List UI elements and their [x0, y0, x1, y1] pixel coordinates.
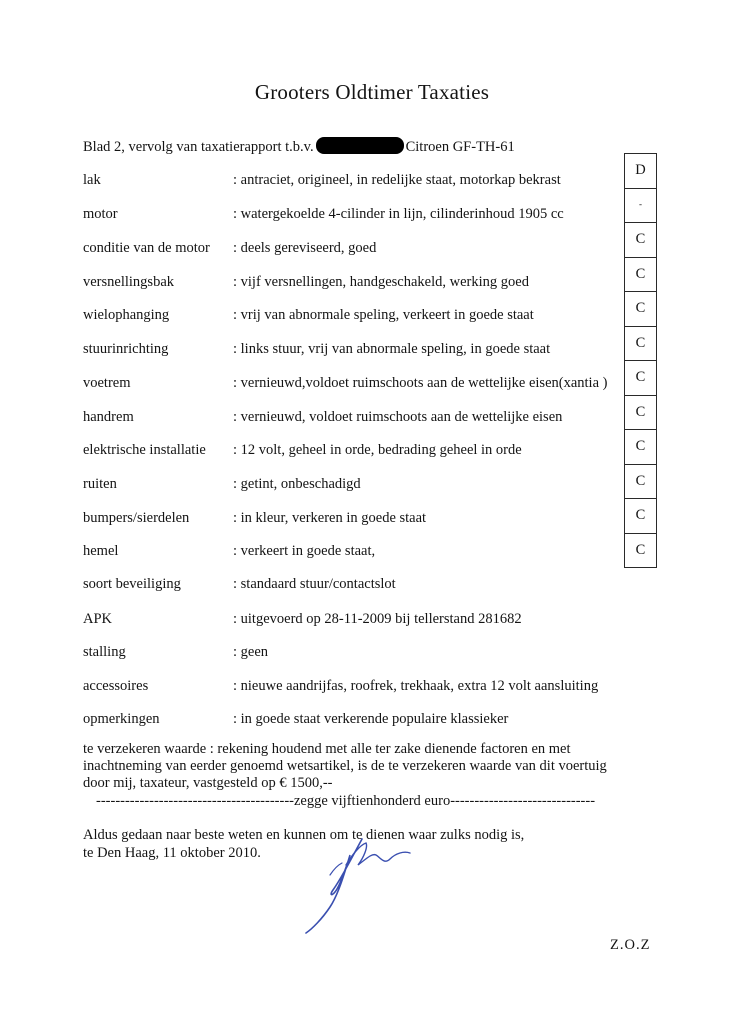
- grade-cell: C: [625, 292, 656, 327]
- inspection-label: hemel: [83, 543, 119, 559]
- inspection-value: : watergekoelde 4-cilinder in lijn, cilinderinhoud 1905 cc: [233, 206, 564, 222]
- grade-cell: C: [625, 499, 656, 534]
- inspection-label: versnellingsbak: [83, 274, 175, 290]
- redaction-block: [316, 137, 404, 154]
- grade-cell: C: [625, 430, 656, 465]
- subtitle-prefix: Blad 2, vervolg van taxatierapport t.b.v.: [83, 139, 314, 155]
- grade-cell: C: [625, 396, 656, 431]
- closing-line-2: te Den Haag, 11 oktober 2010.: [83, 845, 261, 861]
- inspection-label: motor: [83, 206, 118, 222]
- inspection-value: : vrij van abnormale speling, verkeert in goede staat: [233, 307, 534, 323]
- grade-cell: C: [625, 465, 656, 500]
- grade-cell: C: [625, 223, 656, 258]
- inspection-value: : 12 volt, geheel in orde, bedrading geheel in orde: [233, 442, 522, 458]
- inspection-label: APK: [83, 611, 113, 627]
- inspection-value: : vernieuwd, voldoet ruimschoots aan de wettelijke eisen: [233, 409, 563, 425]
- subtitle-suffix: Citroen GF-TH-61: [405, 139, 515, 155]
- inspection-value: : deels gereviseerd, goed: [233, 240, 377, 256]
- grade-cell: -: [625, 189, 656, 224]
- signature-icon: [300, 835, 440, 935]
- grade-cell: C: [625, 534, 656, 569]
- page-turn-note: Z.O.Z: [610, 937, 651, 953]
- grade-cell: C: [625, 258, 656, 293]
- inspection-value: : geen: [233, 644, 269, 660]
- inspection-value: : nieuwe aandrijfas, roofrek, trekhaak, extra 12 volt aansluiting: [233, 678, 599, 694]
- inspection-label: wielophanging: [83, 307, 170, 323]
- inspection-value: : uitgevoerd op 28-11-2009 bij tellerstand 281682: [233, 611, 522, 627]
- inspection-value: : in goede staat verkerende populaire klassieker: [233, 711, 509, 727]
- inspection-label: handrem: [83, 409, 134, 425]
- report-subtitle: [83, 137, 515, 156]
- inspection-label: bumpers/sierdelen: [83, 510, 190, 526]
- grade-cell: C: [625, 327, 656, 362]
- inspection-label: soort beveiliging: [83, 576, 181, 592]
- closing-line-1: Aldus gedaan naar beste weten en kunnen om te dienen waar zulks nodig is,: [83, 827, 525, 843]
- inspection-label: accessoires: [83, 678, 149, 694]
- grade-cell: C: [625, 361, 656, 396]
- inspection-value: : in kleur, verkeren in goede staat: [233, 510, 427, 526]
- inspection-value: : standaard stuur/contactslot: [233, 576, 396, 592]
- inspection-value: : vernieuwd,voldoet ruimschoots aan de wettelijke eisen(xantia ): [233, 375, 608, 391]
- inspection-label: lak: [83, 172, 101, 188]
- inspection-value: : getint, onbeschadigd: [233, 476, 361, 492]
- inspection-label: stuurinrichting: [83, 341, 169, 357]
- page-title: Grooters Oldtimer Taxaties: [254, 80, 490, 104]
- inspection-label: stalling: [83, 644, 126, 660]
- inspection-label: voetrem: [83, 375, 131, 391]
- inspection-value: : antraciet, origineel, in redelijke staat, motorkap bekrast: [233, 172, 561, 188]
- inspection-label: opmerkingen: [83, 711, 160, 727]
- valuation-line-1: te verzekeren waarde : rekening houdend met alle ter zake dienende factoren en met: [83, 741, 571, 757]
- inspection-label: elektrische installatie: [83, 442, 206, 458]
- valuation-line-3: door mij, taxateur, vastgesteld op € 1500,--: [83, 775, 333, 791]
- valuation-line-2: inachtneming van eerder genoemd wetsartikel, is de te verzekeren waarde van dit voertuig: [83, 758, 607, 774]
- inspection-value: : verkeert in goede staat,: [233, 543, 376, 559]
- inspection-label: ruiten: [83, 476, 117, 492]
- inspection-value: : links stuur, vrij van abnormale speling, in goede staat: [233, 341, 551, 357]
- amount-in-words: -----------------------------------------zegge vijftienhonderd euro------------------------------: [96, 793, 596, 809]
- inspection-label: conditie van de motor: [83, 240, 210, 256]
- grade-column: [624, 153, 657, 568]
- grade-cell: D: [625, 154, 656, 189]
- inspection-value: : vijf versnellingen, handgeschakeld, werking goed: [233, 274, 529, 290]
